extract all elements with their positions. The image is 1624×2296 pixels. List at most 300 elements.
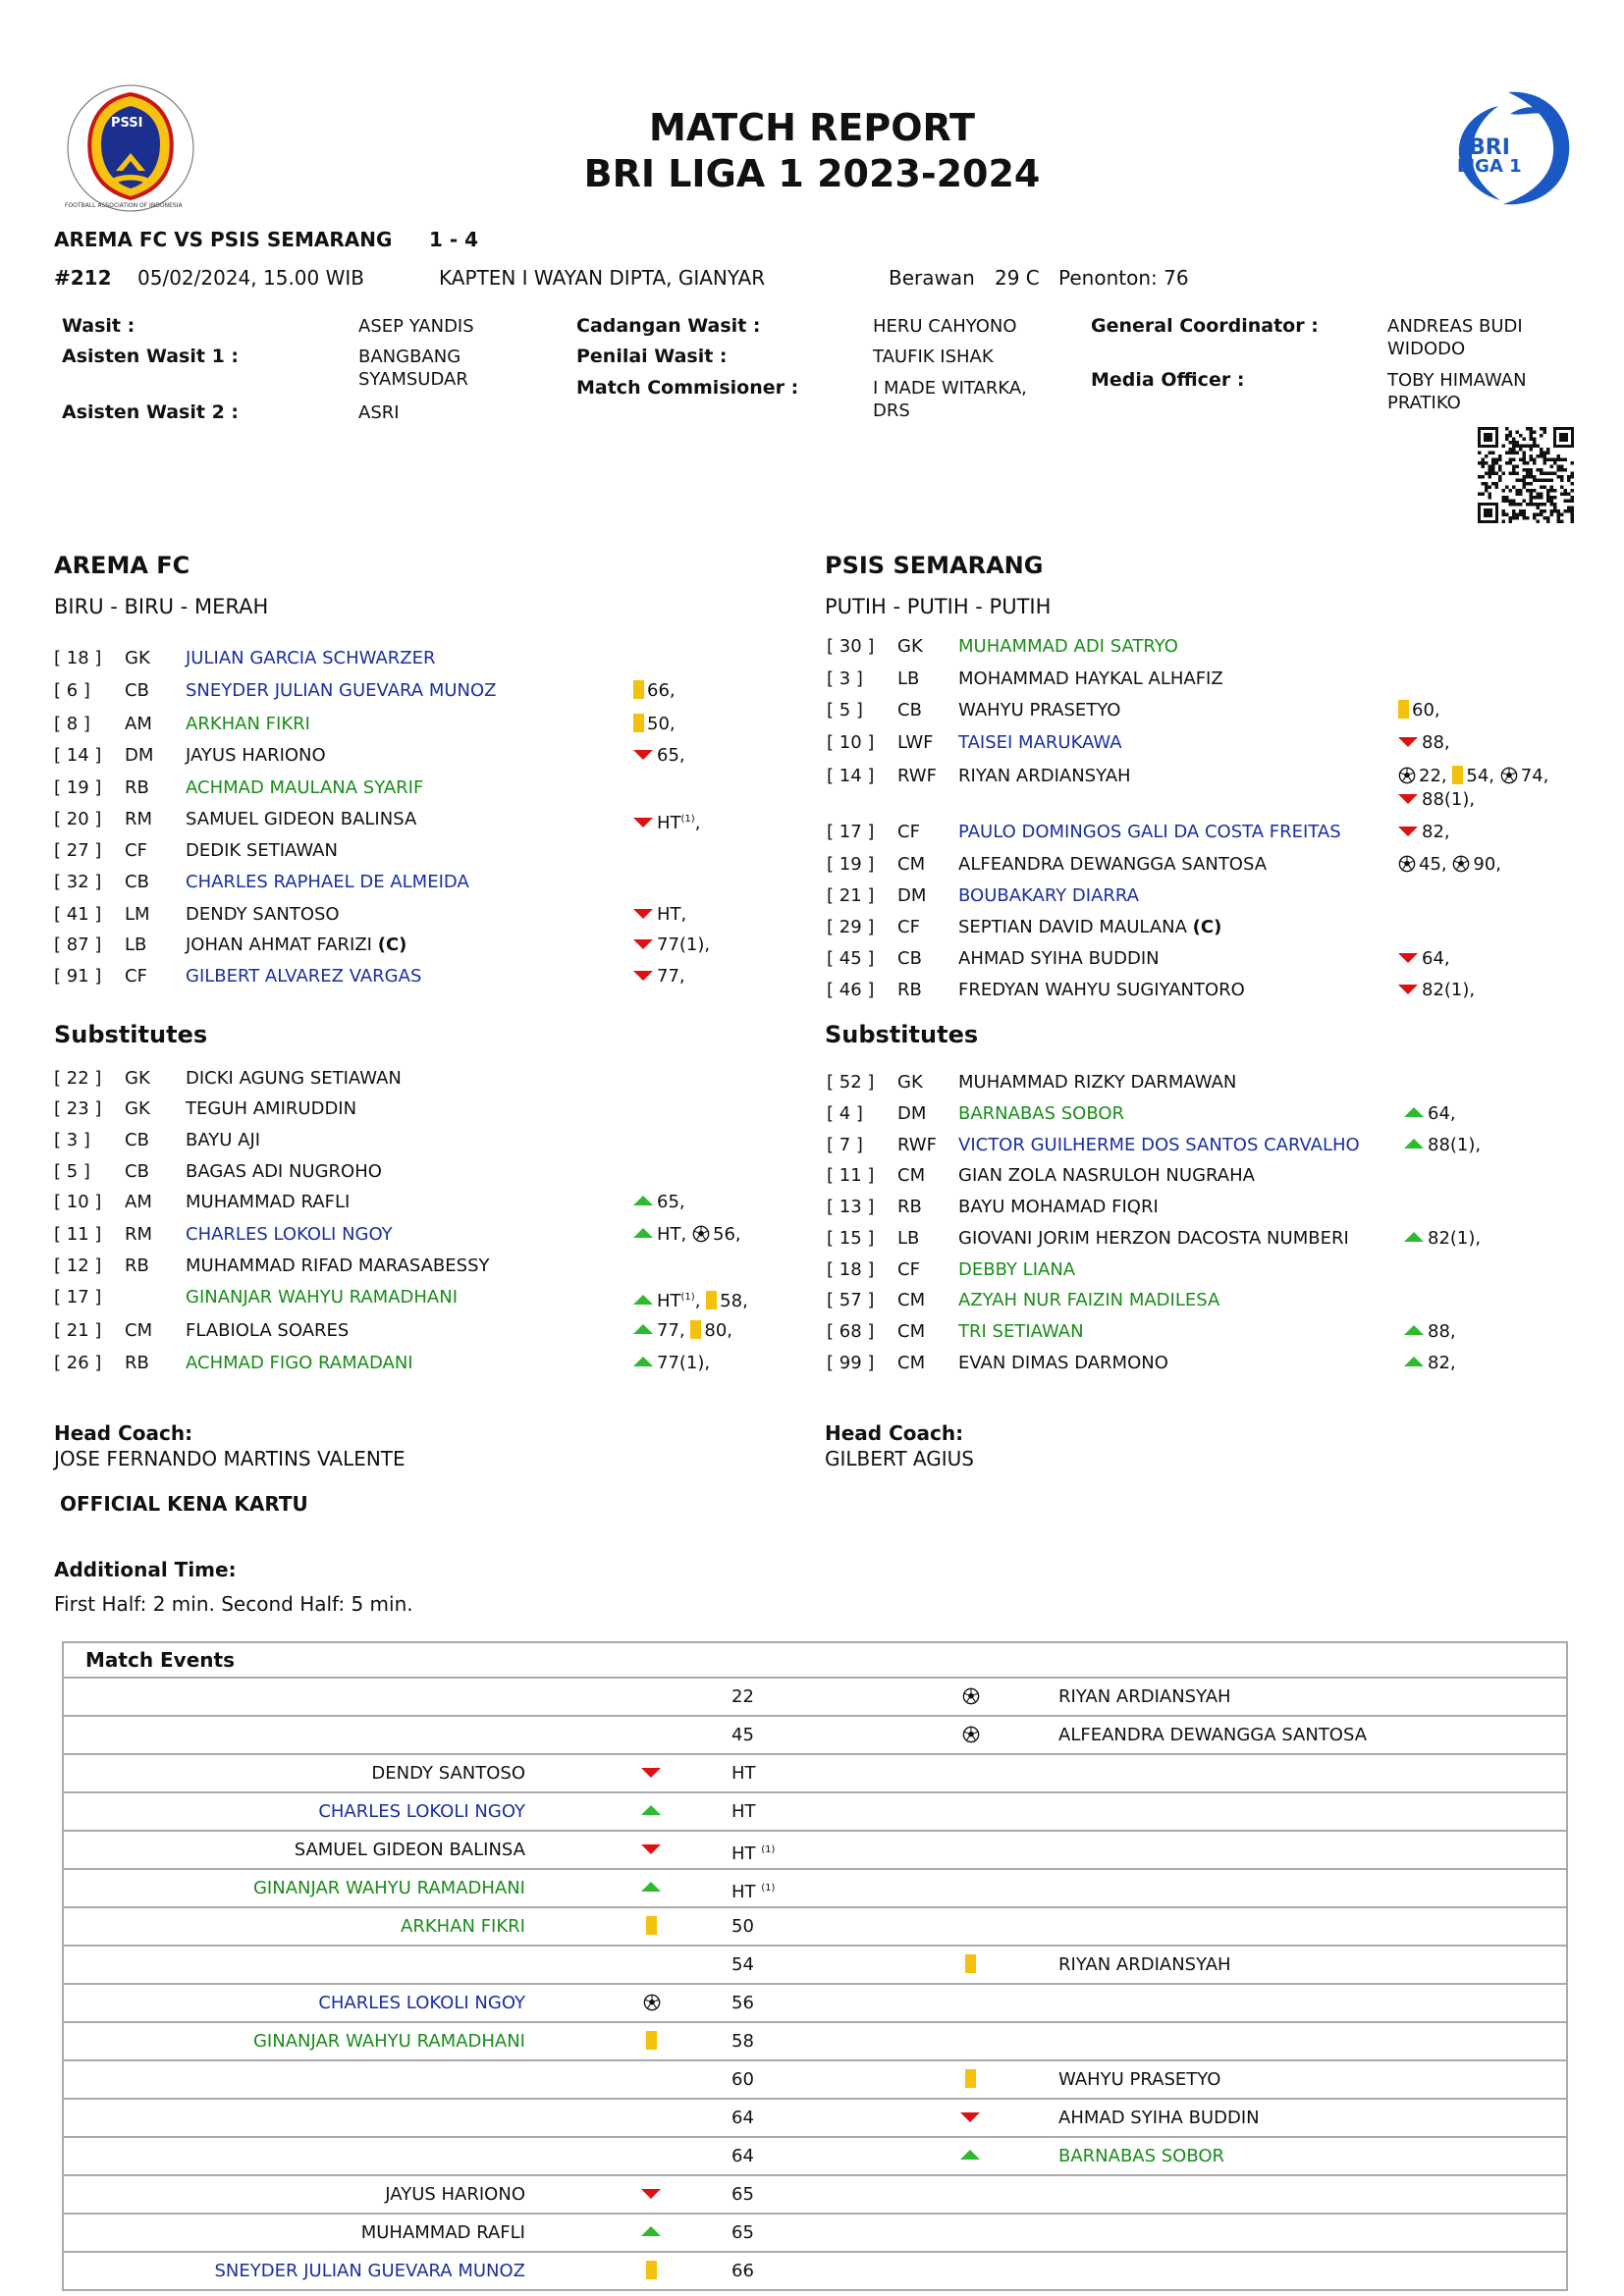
player-name	[958, 821, 1341, 844]
player-position: CF	[897, 1259, 920, 1280]
away-team-name: PSIS SEMARANG	[825, 552, 1044, 579]
event-note: (1)	[761, 1844, 776, 1855]
home-player: CHARLES LOKOLI NGOY	[318, 1801, 525, 1822]
goal-ball-icon	[1452, 855, 1470, 873]
player-number: [ 18 ]	[827, 1259, 875, 1280]
player-number: [ 57 ]	[827, 1290, 875, 1310]
player-number: [ 14 ]	[54, 745, 102, 766]
player-number: [ 7 ]	[827, 1135, 863, 1155]
event-minute	[731, 1755, 756, 1791]
player-position: CB	[897, 700, 922, 721]
player-row	[827, 765, 1571, 810]
player-row	[827, 853, 1571, 877]
player-position: AM	[125, 1192, 152, 1212]
yellow-card-icon	[646, 2261, 657, 2279]
sub-in-arrow-icon	[1404, 1232, 1424, 1242]
goal-ball-icon	[643, 1988, 661, 2005]
event-minute: 50,	[647, 714, 676, 734]
player-events	[633, 1319, 732, 1343]
player-name-text: SEPTIAN DAVID MAULANA	[958, 917, 1187, 937]
player-events	[1398, 947, 1450, 971]
sub-out-arrow-icon	[641, 2189, 661, 2199]
player-name	[186, 839, 338, 863]
player-events	[633, 934, 710, 957]
sub-out-arrow-icon	[960, 2112, 980, 2122]
player-number: [ 17 ]	[54, 1287, 102, 1308]
player-name-text: ARKHAN FIKRI	[186, 714, 310, 734]
score: 1 - 4	[429, 228, 479, 251]
player-name	[958, 765, 1131, 788]
player-position: GK	[125, 1068, 150, 1089]
player-name	[958, 1289, 1219, 1312]
event-minute	[731, 2215, 754, 2251]
away-player: BARNABAS SOBOR	[1058, 2146, 1225, 2166]
asisten1-value: BANGBANG SYAMSUDAR	[358, 347, 468, 390]
asisten2-label: Asisten Wasit 2 :	[62, 401, 239, 423]
player-position: CM	[897, 1290, 926, 1310]
event-minute-text: 54	[731, 1954, 754, 1975]
event-minute	[731, 1870, 775, 1910]
player-row	[827, 1352, 1571, 1375]
player-name-text: CHARLES LOKOLI NGOY	[186, 1224, 393, 1245]
player-events	[1398, 853, 1501, 877]
player-events	[1398, 821, 1450, 844]
event-minute	[731, 1947, 754, 1983]
goal-ball-icon	[962, 1720, 980, 1737]
player-name-text: GINANJAR WAHYU RAMADHANI	[186, 1287, 459, 1308]
asisten1-label: Asisten Wasit 1 :	[62, 346, 239, 367]
player-name	[958, 1196, 1159, 1219]
player-name-text: TAISEI MARUKAWA	[958, 732, 1122, 753]
player-events	[633, 1286, 748, 1313]
event-minute: 65,	[657, 745, 685, 766]
player-name	[186, 1191, 350, 1214]
player-name	[186, 776, 423, 800]
event-minute: 77(1),	[657, 1353, 711, 1373]
player-events	[633, 903, 686, 927]
event-minute-text: 22	[731, 1686, 754, 1707]
player-row	[827, 1289, 1571, 1312]
player-name	[958, 1071, 1236, 1095]
player-position: LWF	[897, 732, 934, 753]
coordinator-label: General Coordinator :	[1091, 315, 1319, 337]
sub-out-arrow-icon	[633, 750, 653, 760]
player-number: [ 12 ]	[54, 1255, 102, 1276]
player-events	[1404, 1102, 1456, 1126]
player-name	[958, 667, 1223, 691]
player-position: RWF	[897, 1135, 937, 1155]
event-minute: 90,	[1473, 854, 1502, 875]
sub-in-arrow-icon	[1404, 1325, 1424, 1335]
away-player: WAHYU PRASETYO	[1058, 2069, 1221, 2090]
player-name-text: GIAN ZOLA NASRULOH NUGRAHA	[958, 1165, 1255, 1186]
player-events	[1404, 1352, 1456, 1375]
event-minute: HT	[657, 813, 681, 833]
event-note: (1)	[761, 1883, 776, 1894]
pssi-logo-text: PSSI	[111, 116, 143, 131]
match-events-title: Match Events	[64, 1643, 1566, 1679]
player-events	[1404, 1227, 1481, 1251]
event-minute	[731, 2100, 754, 2136]
commisioner-value: I MADE WITARKA, DRS	[873, 378, 1027, 421]
official-cards-title: OFFICIAL KENA KARTU	[60, 1492, 308, 1516]
player-number: [ 29 ]	[827, 917, 875, 937]
player-number: [ 22 ]	[54, 1068, 102, 1089]
match-event-row	[64, 1755, 1566, 1793]
yellow-card-icon	[690, 1320, 701, 1339]
goal-ball-icon	[1398, 855, 1416, 873]
goal-ball-icon	[1500, 767, 1518, 784]
media-value: TOBY HIMAWAN PRATIKO	[1387, 370, 1527, 413]
sub-in-arrow-icon	[633, 1295, 653, 1305]
player-events	[633, 1191, 685, 1214]
player-name	[958, 1102, 1124, 1126]
event-minute: 77,	[657, 966, 685, 987]
event-sep: ,	[694, 813, 701, 833]
home-event-icon-cell	[633, 1870, 673, 1906]
player-name	[958, 884, 1139, 908]
away-event-icon-cell	[952, 1947, 992, 1983]
sub-out-arrow-icon	[633, 909, 653, 919]
player-name-text: MOHAMMAD HAYKAL ALHAFIZ	[958, 668, 1223, 689]
player-events	[633, 965, 685, 988]
sub-out-arrow-icon	[633, 939, 653, 949]
player-number: [ 8 ]	[54, 714, 90, 734]
player-number: [ 5 ]	[54, 1161, 90, 1182]
player-number: [ 13 ]	[827, 1197, 875, 1217]
player-number: [ 15 ]	[827, 1228, 875, 1249]
event-minute-text: HT	[731, 1882, 756, 1902]
player-row	[827, 979, 1571, 1002]
player-name	[958, 853, 1267, 877]
event-minute	[731, 2176, 754, 2213]
player-number: [ 4 ]	[827, 1103, 863, 1124]
player-name-text: FLABIOLA SOARES	[186, 1320, 350, 1341]
player-position: AM	[125, 714, 152, 734]
sub-out-arrow-icon	[633, 971, 653, 981]
yellow-card-icon	[706, 1291, 717, 1309]
player-name-text: JULIAN GARCIA SCHWARZER	[186, 648, 436, 668]
player-position: RB	[125, 1353, 149, 1373]
penilai-label: Penilai Wasit :	[576, 346, 728, 367]
event-minute	[731, 2138, 754, 2174]
player-name-text: GILBERT ALVAREZ VARGAS	[186, 966, 422, 987]
player-position: GK	[897, 1072, 923, 1093]
player-position: CM	[897, 1165, 926, 1186]
player-name	[186, 903, 340, 927]
match-number: #212	[54, 266, 112, 290]
player-name-text: ACHMAD FIGO RAMADANI	[186, 1353, 413, 1373]
player-position: LM	[125, 904, 150, 925]
player-name	[958, 916, 1221, 939]
goal-ball-icon	[1398, 767, 1416, 784]
sub-in-arrow-icon	[1404, 1357, 1424, 1366]
event-minute-text: HT	[731, 1763, 756, 1784]
player-row	[827, 1227, 1571, 1251]
commisioner-label: Match Commisioner :	[576, 377, 799, 399]
player-position: LB	[897, 668, 920, 689]
player-position: RWF	[897, 766, 937, 786]
event-minute: 88,	[1422, 732, 1450, 753]
player-position: DM	[125, 745, 154, 766]
player-number: [ 45 ]	[827, 948, 875, 969]
player-name	[186, 1286, 458, 1309]
yellow-card-icon	[646, 1916, 657, 1935]
player-position: GK	[897, 636, 923, 657]
match-event-row	[64, 1717, 1566, 1755]
player-name	[186, 1255, 490, 1278]
cadangan-value: HERU CAHYONO	[873, 316, 1017, 337]
player-number: [ 52 ]	[827, 1072, 875, 1093]
player-name-text: CHARLES RAPHAEL DE ALMEIDA	[186, 872, 469, 892]
event-minute: 82,	[1428, 1353, 1456, 1373]
event-sep: ,	[694, 1291, 701, 1311]
sub-in-arrow-icon	[633, 1324, 653, 1334]
away-player: RIYAN ARDIANSYAH	[1058, 1686, 1231, 1707]
match-event-row	[64, 2023, 1566, 2061]
event-minute-text: 65	[731, 2222, 754, 2243]
player-name-text: DEDIK SETIAWAN	[186, 840, 338, 861]
event-minute: 77,	[657, 1320, 685, 1341]
player-name-text: AZYAH NUR FAIZIN MADILESA	[958, 1290, 1220, 1310]
yellow-card-icon	[633, 680, 644, 699]
player-position: LB	[125, 934, 147, 955]
home-kit: BIRU - BIRU - MERAH	[54, 595, 269, 618]
player-position: RB	[125, 777, 149, 798]
pssi-logo-ring-text: FOOTBALL ASSOCIATION OF INDONESIA	[65, 202, 183, 209]
event-minute: 82(1),	[1428, 1228, 1482, 1249]
sub-in-arrow-icon	[641, 2226, 661, 2236]
match-event-row	[64, 2176, 1566, 2215]
player-name	[186, 1160, 382, 1184]
yellow-card-icon	[646, 2031, 657, 2050]
player-name	[958, 1352, 1168, 1375]
sub-in-arrow-icon	[960, 2150, 980, 2160]
liga1-logo	[1439, 84, 1577, 212]
media-label: Media Officer :	[1091, 369, 1245, 391]
weather: Berawan	[889, 266, 975, 290]
sub-in-arrow-icon	[1404, 1107, 1424, 1117]
event-minute	[731, 2253, 754, 2289]
home-player: GINANJAR WAHYU RAMADHANI	[252, 2031, 525, 2052]
player-number: [ 19 ]	[54, 777, 102, 798]
event-minute-text: HT	[731, 1843, 756, 1864]
match-event-row	[64, 1985, 1566, 2023]
player-number: [ 87 ]	[54, 934, 102, 955]
player-number: [ 46 ]	[827, 980, 875, 1000]
player-name	[958, 1227, 1349, 1251]
yellow-card-icon	[965, 2069, 976, 2088]
sub-out-arrow-icon	[641, 1768, 661, 1778]
event-minute: 82(1),	[1422, 980, 1476, 1000]
player-row	[827, 1258, 1571, 1282]
player-name-text: FREDYAN WAHYU SUGIYANTORO	[958, 980, 1245, 1000]
player-events	[633, 679, 676, 703]
event-minute: 56,	[713, 1224, 741, 1245]
player-position: CB	[897, 948, 922, 969]
match-event-row	[64, 2138, 1566, 2176]
sub-out-arrow-icon	[1398, 985, 1418, 994]
away-player: RIYAN ARDIANSYAH	[1058, 1954, 1231, 1975]
sub-in-arrow-icon	[633, 1196, 653, 1205]
yellow-card-icon	[1452, 766, 1463, 784]
away-event-icon-cell	[952, 1679, 992, 1715]
home-event-icon-cell	[633, 1832, 673, 1868]
fixture: AREMA FC VS PSIS SEMARANG	[54, 228, 393, 251]
event-minute	[731, 1832, 775, 1872]
additional-time-text: First Half: 2 min. Second Half: 5 min.	[54, 1592, 413, 1616]
sub-in-arrow-icon	[1404, 1139, 1424, 1148]
player-events	[1398, 979, 1475, 1002]
player-events	[633, 744, 685, 768]
liga1-logo-text-1: BRI	[1469, 135, 1510, 160]
player-number: [ 26 ]	[54, 1353, 102, 1373]
goal-ball-icon	[692, 1225, 710, 1243]
player-position: RM	[125, 1224, 153, 1245]
player-row	[827, 667, 1571, 691]
player-number: [ 6 ]	[54, 680, 90, 701]
sub-out-arrow-icon	[1398, 737, 1418, 747]
player-number: [ 11 ]	[827, 1165, 875, 1186]
away-event-icon-cell	[952, 2061, 992, 2098]
match-event-row	[64, 1947, 1566, 1985]
player-position: CM	[897, 1321, 926, 1342]
player-row	[827, 1071, 1571, 1095]
match-event-row	[64, 2253, 1566, 2291]
player-events	[633, 808, 700, 835]
player-name	[186, 1223, 393, 1247]
player-events	[1398, 699, 1440, 722]
home-player: DENDY SANTOSO	[371, 1763, 525, 1784]
event-minute: 65,	[657, 1192, 685, 1212]
yellow-card-icon	[965, 1954, 976, 1973]
player-name	[958, 731, 1122, 755]
player-row	[827, 916, 1571, 939]
home-event-icon-cell	[633, 1908, 673, 1945]
player-name-text: DICKI AGUNG SETIAWAN	[186, 1068, 402, 1089]
player-position: LB	[897, 1228, 920, 1249]
player-number: [ 41 ]	[54, 904, 102, 925]
player-name-text: BARNABAS SOBOR	[958, 1103, 1125, 1124]
player-name-text: AHMAD SYIHA BUDDIN	[958, 948, 1160, 969]
away-player: AHMAD SYIHA BUDDIN	[1058, 2108, 1260, 2128]
player-number: [ 23 ]	[54, 1098, 102, 1119]
event-minute: 64,	[1428, 1103, 1456, 1124]
player-name-text: SNEYDER JULIAN GUEVARA MUNOZ	[186, 680, 497, 701]
player-position: CM	[125, 1320, 153, 1341]
match-datetime: 05/02/2024, 15.00 WIB	[137, 266, 364, 290]
wasit-label: Wasit :	[62, 315, 135, 337]
event-minute: 60,	[1412, 700, 1440, 721]
player-number: [ 18 ]	[54, 648, 102, 668]
player-name-text: WAHYU PRASETYO	[958, 700, 1121, 721]
player-name	[186, 871, 469, 894]
home-coach-label: Head Coach:	[54, 1421, 193, 1445]
player-row	[827, 1164, 1571, 1188]
player-name-text: JOHAN AHMAT FARIZI	[186, 934, 372, 955]
match-event-row	[64, 2100, 1566, 2138]
player-position: CF	[125, 840, 147, 861]
home-player: GINANJAR WAHYU RAMADHANI	[252, 1878, 525, 1898]
player-position: GK	[125, 648, 150, 668]
player-position: RB	[897, 1197, 922, 1217]
player-name	[958, 699, 1120, 722]
player-events	[633, 713, 676, 736]
match-event-row	[64, 1832, 1566, 1870]
player-row	[827, 731, 1571, 755]
home-player: MUHAMMAD RAFLI	[360, 2222, 525, 2243]
player-name-text: MUHAMMAD RIFAD MARASABESSY	[186, 1255, 490, 1276]
venue: KAPTEN I WAYAN DIPTA, GIANYAR	[439, 266, 766, 290]
player-name	[186, 1129, 260, 1152]
player-name	[958, 1258, 1075, 1282]
player-name-text: VICTOR GUILHERME DOS SANTOS CARVALHO	[958, 1135, 1360, 1155]
player-name	[186, 1067, 402, 1091]
player-name	[958, 947, 1160, 971]
player-events	[1398, 765, 1548, 812]
player-number: [ 21 ]	[54, 1320, 102, 1341]
match-events-table	[62, 1641, 1568, 2291]
player-position: RB	[897, 980, 922, 1000]
player-number: [ 10 ]	[827, 732, 875, 753]
event-minute-text: 64	[731, 2146, 754, 2166]
player-position: RM	[125, 809, 153, 829]
event-minute	[731, 2023, 754, 2059]
event-minute: 66,	[647, 680, 676, 701]
player-number: [ 99 ]	[827, 1353, 875, 1373]
player-events	[633, 1352, 710, 1375]
yellow-card-icon	[633, 714, 644, 732]
qr-code-icon	[1478, 427, 1574, 523]
player-name	[186, 934, 406, 957]
event-note: (1)	[680, 1292, 695, 1303]
player-row	[827, 1134, 1571, 1157]
player-number: [ 3 ]	[54, 1130, 90, 1150]
player-number: [ 20 ]	[54, 809, 102, 829]
home-event-icon-cell	[633, 2215, 673, 2251]
player-name-text: RIYAN ARDIANSYAH	[958, 766, 1131, 786]
player-number: [ 17 ]	[827, 822, 875, 842]
event-minute	[731, 1717, 754, 1753]
event-minute: 82,	[1422, 822, 1450, 842]
event-minute: 88(1),	[1428, 1135, 1482, 1155]
coordinator-value: ANDREAS BUDI WIDODO	[1387, 316, 1523, 359]
player-name	[958, 1164, 1255, 1188]
cadangan-label: Cadangan Wasit :	[576, 315, 761, 337]
event-minute: 88,	[1428, 1321, 1456, 1342]
away-coach-label: Head Coach:	[825, 1421, 964, 1445]
player-events	[633, 1223, 741, 1247]
player-number: [ 68 ]	[827, 1321, 875, 1342]
player-number: [ 32 ]	[54, 872, 102, 892]
home-team-name: AREMA FC	[54, 552, 190, 579]
sub-in-arrow-icon	[633, 1357, 653, 1366]
player-row	[827, 821, 1571, 844]
player-row	[827, 1196, 1571, 1219]
player-name	[958, 635, 1178, 659]
event-minute-text: 58	[731, 2031, 754, 2052]
away-player: ALFEANDRA DEWANGGA SANTOSA	[1058, 1725, 1368, 1745]
player-name	[186, 744, 326, 768]
event-minute-text: 45	[731, 1725, 754, 1745]
player-name-text: GIOVANI JORIM HERZON DACOSTA NUMBERI	[958, 1228, 1349, 1249]
player-number: [ 5 ]	[827, 700, 863, 721]
player-position: CB	[125, 1130, 149, 1150]
match-event-row	[64, 1870, 1566, 1908]
match-event-row	[64, 1679, 1566, 1717]
player-name	[186, 1352, 413, 1375]
temperature: 29 C	[995, 266, 1040, 290]
